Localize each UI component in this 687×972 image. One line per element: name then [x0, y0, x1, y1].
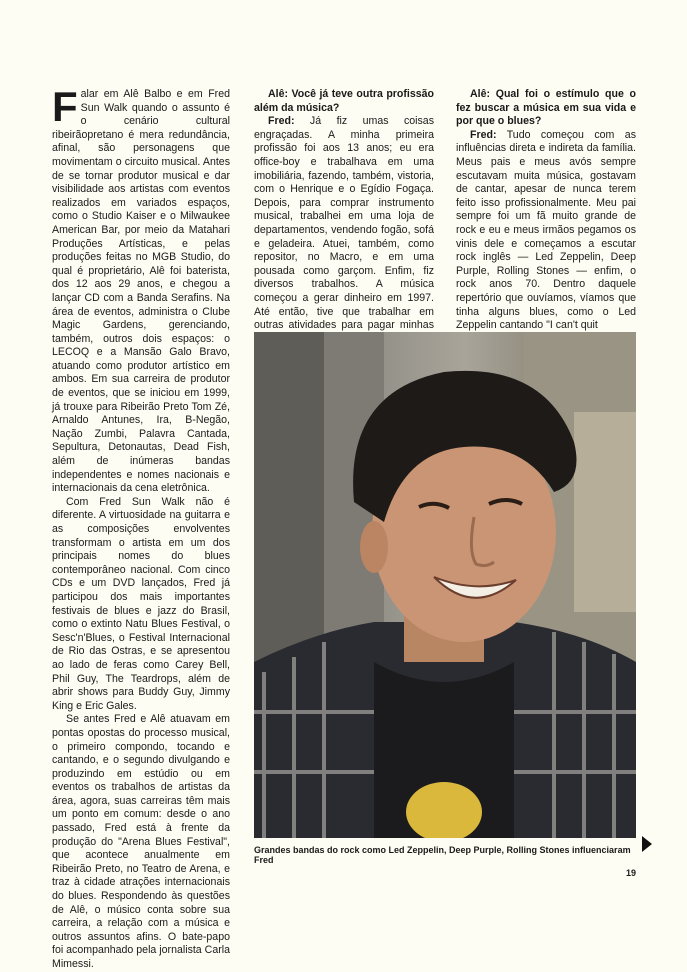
intro-paragraph-2: Com Fred Sun Walk não é diferente. A virtuosidade na guitarra e as composições envolventes transformam o artista em um dos principais nomes do blues contemporâneo nacional. Com cinco CDs e um DVD lançados, Fred já participou dos mais importantes festivais de blues e jazz do Brasil, como o extinto Natu Blues Festival, o Sesc'n'Blues, o Festival Internacional de Rio das Ostras, e se apresentou ao lado de feras como Carey Bell, Phil Guy, The Teardrops, além de abrir shows para Buddy Guy, Jimmy King e Eric Gales.	[52, 495, 230, 712]
column-2	[254, 88, 434, 346]
drop-cap: F	[52, 83, 78, 130]
intro-paragraph-1: alar em Alê Balbo e em Fred Sun Walk quando o assunto é o cenário cultural ribeirãopretano é mera redundância, afinal, são personagens que movimentam o circuito musical. Antes de se tornar produtor musical e dar visibilidade aos artistas com eventos realizados em variados espaços, como o Studio Kaiser e o Milwaukee American Bar, por meio da Matahari Produções Artísticas, e pelas produções feitas no MGB Studio, do qual é proprietário, Alê foi baterista, dos 12 aos 29 anos, e chegou a lançar CD com a Banda Serafins. Na área de eventos, administra o Clube Magic Gardens, gerenciando, também, outros dois espaços: o LECOQ e a Mansão Galo Bravo, atuando como produtor artístico em ambos. Em sua carreira de produtor de eventos, que se iniciou em 1999, já trouxe para Ribeirão Preto Tom Zé, Arnaldo Antunes, Ira, B-Negão, Nação Zumbi, Palavra Cantada, Sepultura, Detonautas, Dead Fish, além de inúmeras bandas independentes e nomes nacionais e internacionais da cena eletrônica.	[52, 88, 230, 495]
portrait-illustration	[254, 332, 636, 838]
column-3	[456, 88, 636, 333]
interview-question-2: Alê: Qual foi o estímulo que o fez buscar a música em sua vida e por que o blues?	[456, 88, 636, 128]
speaker-label: Fred:	[470, 128, 497, 141]
interview-answer-2	[456, 129, 636, 333]
intro-paragraph-3: Se antes Fred e Alê atuavam em pontas opostas do processo musical, o primeiro compondo, tocando e cantando, e o segundo divulgando e produzindo em estúdio ou em eventos os trabalhos de artistas da área, agora, suas carreiras têm mais um ponto em comum: desde o ano passado, Fred está à frente da produção do "Arena Blues Festival", que acontece anualmente em Ribeirão Preto, no Teatro de Arena, e traz à cidade atrações internacionais do blues. Respondendo às questões de Alê, o músico conta sobre sua carreira, a relação com a música e outros assuntos afins. O bate-papo foi acompanhado pela jornalista Carla Mimessi.	[52, 713, 230, 970]
photo-caption: Grandes bandas do rock como Led Zeppelin, Deep Purple, Rolling Stones influenciaram Fred	[254, 845, 631, 865]
page-number: 19	[626, 868, 637, 878]
interview-question-1: Alê: Você já teve outra profissão além da música?	[254, 88, 434, 114]
answer-text: Já fiz umas coisas engraçadas. A minha primeira profissão foi aos 13 anos; eu era office-boy e trabalhava em uma imobiliária, fazendo, também, vistoria, com o Henrique e o Egídio Fogaça. Depois, para comprar instrumento musical, trabalhei em uma loja de departamentos, vendendo fogão, sofá e geladeira. Atuei, também, como repositor, no Macro, e em uma pousada como garçom. Enfim, fiz diversos trabalhos. A música começou a gerar dinheiro em 1997. Até então, tive que trabalhar em outras atividades para pagar minhas	[254, 115, 434, 332]
speaker-label: Fred:	[268, 115, 295, 128]
portrait-photo	[254, 332, 636, 838]
column-1	[52, 83, 230, 972]
interview-answer-1	[254, 115, 434, 346]
answer-text: Tudo começou com as influências direta e indireta da família. Meus pais e meus avós sempre escutavam muita música, gostavam de cantar, apesar de nunca terem feito isso profissionalmente. Meu pai sempre foi um fã muito grande de rock e eu e meus irmãos pegamos os vinis dele e começamos a escutar rock inglês — Led Zeppelin, Deep Purple, Rolling Stones — enfim, o rock anos 70. Dentro daquele repertório que ouvíamos, víamos que tinha alguns blues, como o Led Zeppelin cantando "I can't quit	[456, 128, 636, 332]
continue-arrow-icon	[642, 836, 652, 852]
